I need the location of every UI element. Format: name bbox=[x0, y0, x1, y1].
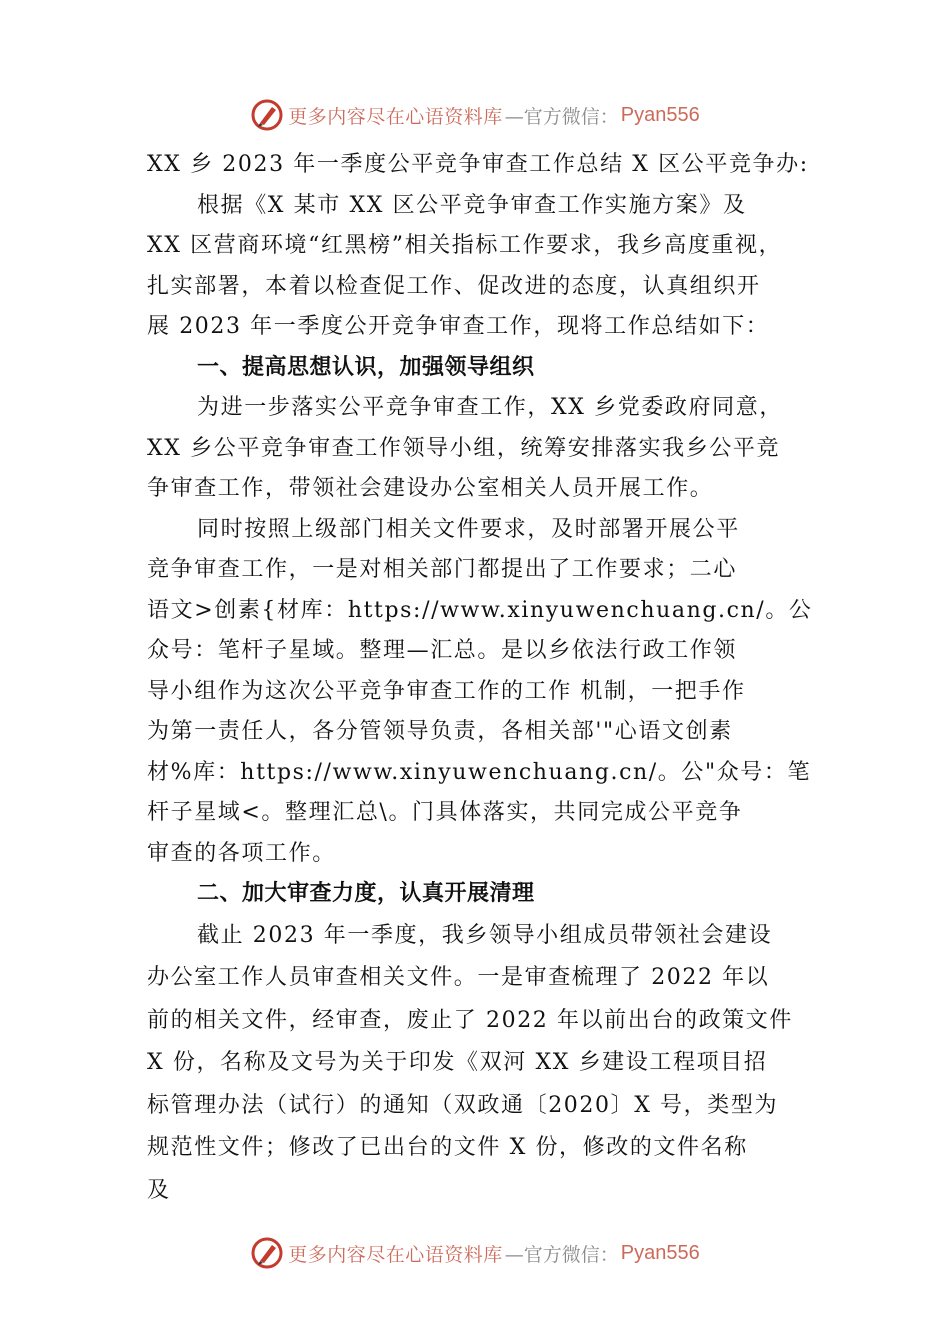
section-heading-2: 二、加大审查力度，认真开展清理 bbox=[197, 881, 535, 906]
section1-paragraph-2 bbox=[147, 510, 812, 875]
watermark-header bbox=[0, 95, 950, 135]
text-line: XX 区营商环境“红黑榜”相关指标工作要求，我乡高度重视， bbox=[147, 233, 783, 258]
text-line: 竞争审查工作，一是对相关部门都提出了工作要求；二心 bbox=[147, 557, 738, 582]
pen-logo-icon bbox=[250, 98, 284, 132]
text-line: 根据《X 某市 XX 区公平竞争审查工作实施方案》及 bbox=[197, 192, 747, 218]
text-line: 标管理办法（试行）的通知（双政通〔2020〕X 号，类型为 bbox=[147, 1092, 779, 1118]
section1-paragraph-1 bbox=[147, 388, 812, 510]
watermark-text: 更多内容尽在心语资料库 bbox=[288, 1243, 503, 1266]
watermark-wechat-id: Pyan556 bbox=[620, 103, 700, 126]
text-line: 杆子星域<。整理汇总\。门具体落实，共同完成公平竞争 bbox=[147, 800, 743, 825]
document-body bbox=[147, 145, 812, 1212]
watermark-label: —官方微信： bbox=[504, 105, 619, 128]
watermark-wechat-id: Pyan556 bbox=[620, 1241, 700, 1264]
text-line: 为第一责任人，各分管领导负责，各相关部'"心语文创素 bbox=[147, 719, 733, 744]
text-line: 办公室工作人员审查相关文件。一是审查梳理了 2022 年以 bbox=[147, 965, 770, 990]
section2-paragraph-1 bbox=[147, 915, 812, 1213]
watermark-label: —官方微信： bbox=[504, 1243, 619, 1266]
text-line: X 份，名称及文号为关于印发《双河 XX 乡建设工程项目招 bbox=[147, 1050, 768, 1075]
text-line: 扎实部署，本着以检查促工作、促改进的态度，认真组织开 bbox=[147, 273, 761, 299]
text-line: 众号：笔杆子星域。整理—汇总。是以乡依法行政工作领 bbox=[147, 638, 738, 663]
section-heading-1: 一、提高思想认识，加强领导组织 bbox=[197, 354, 535, 380]
text-line: 截止 2023 年一季度，我乡领导小组成员带领社会建设 bbox=[197, 922, 773, 948]
text-line: 争审查工作，带领社会建设办公室相关人员开展工作。 bbox=[147, 476, 714, 501]
text-line: 为进一步落实公平竞争审查工作，XX 乡党委政府同意， bbox=[197, 395, 783, 420]
text-line: XX 乡公平竞争审查工作领导小组，统筹安排落实我乡公平竞 bbox=[147, 435, 781, 461]
watermark-text: 更多内容尽在心语资料库 bbox=[288, 105, 503, 128]
text-line: 语文>创素{材库：https://www.xinyuwenchuang.cn/。公 bbox=[147, 597, 813, 623]
pen-logo-icon bbox=[250, 1236, 284, 1270]
text-line: 及 bbox=[147, 1177, 171, 1203]
text-line: 审查的各项工作。 bbox=[147, 840, 336, 866]
intro-paragraph bbox=[147, 145, 812, 348]
watermark-footer bbox=[0, 1233, 950, 1273]
text-line: 规范性文件；修改了已出台的文件 X 份，修改的文件名称 bbox=[147, 1135, 748, 1160]
text-line: XX 乡 2023 年一季度公平竞争审查工作总结 X 区公平竞争办: bbox=[147, 152, 809, 177]
text-line: 同时按照上级部门相关文件要求，及时部署开展公平 bbox=[197, 516, 740, 542]
text-line: 前的相关文件，经审查，废止了 2022 年以前出台的政策文件 bbox=[147, 1007, 793, 1033]
text-line: 材%库：https://www.xinyuwenchuang.cn/。公"众号：笔 bbox=[147, 759, 812, 785]
text-line: 导小组作为这次公平竞争审查工作的工作 机制，一把手作 bbox=[147, 678, 746, 704]
text-line: 展 2023 年一季度公开竞争审查工作，现将工作总结如下： bbox=[147, 314, 770, 339]
